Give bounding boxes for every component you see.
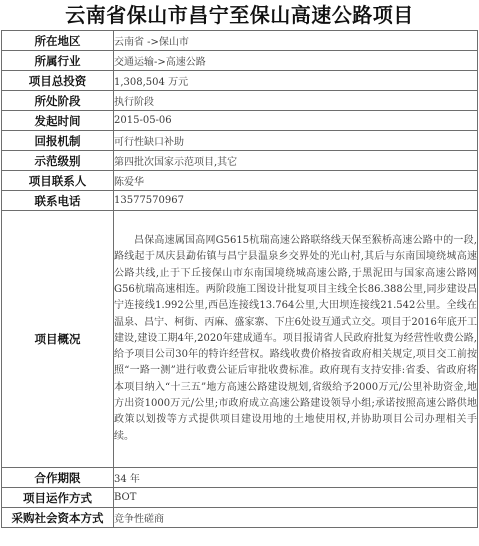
row-value-stage: 执行阶段 xyxy=(114,91,478,111)
overview-text: 昌保高速属国高网G5615杭瑞高速公路联络线天保至猴桥高速公路中的一段,路线起于凤庆县勐佑镇与昌宁县温泉乡交界处的光山村,其后与东南国境绕城高速公路共线,止于下丘接保山市东南国境绕城高速公路,于黑泥田与国家高速公路网G56杭瑞高速相连。两阶段施工图设计批复项目主线全长86.388公里,同步建设昌宁连接线1.992公里,西邑连接线13.764公里,大田坝连接线21.542公里。全线在温泉、昌宁、柯街、丙麻、盛家寨、下庄6处设互通式立交。项目于2016年底开工建设,建设工期4年,2020年建成通车。项目报请省人民政府批复为经营性收费公路,给予项目公司30年的特许经营权。路线收费价格按省政府相关规定,项目交工前按照“一路一测”进行收费公证后审批收费标准。政府现有支持安排:省委、省政府将本项目纳入“十三五”地方高速公路建设规划,省级给予2000万元/公里补助资金,地方出资1000万元/公里;市政府成立高速公路建设领导小组;承诺按照高速公路供地政策以划拨等方式提供项目建设用地的土地使用权,并协助项目公司办理相关手续。 xyxy=(114,235,477,442)
table-row xyxy=(2,211,478,468)
table-row xyxy=(2,508,478,528)
table-row xyxy=(2,151,478,171)
table-row xyxy=(2,468,478,488)
table-row xyxy=(2,131,478,151)
row-value-start-date: 2015-05-06 xyxy=(114,111,478,131)
table-row xyxy=(2,191,478,211)
row-label-term: 合作期限 xyxy=(2,468,114,488)
document-title: 云南省保山市昌宁至保山高速公路项目 xyxy=(65,3,414,27)
row-label-overview: 项目概况 xyxy=(2,211,114,468)
row-label-contact: 项目联系人 xyxy=(2,171,114,191)
table-row xyxy=(2,31,478,51)
row-value-phone: 13577570967 xyxy=(114,191,478,211)
row-value-operation-mode: BOT xyxy=(114,488,478,508)
row-value-procurement: 竞争性磋商 xyxy=(114,508,478,528)
table-row xyxy=(2,171,478,191)
row-label-start-date: 发起时间 xyxy=(2,111,114,131)
table-row xyxy=(2,51,478,71)
row-value-overview xyxy=(114,211,478,468)
row-value-contact: 陈爱华 xyxy=(114,171,478,191)
table-row xyxy=(2,91,478,111)
row-label-phone: 联系电话 xyxy=(2,191,114,211)
row-value-demo-level: 第四批次国家示范项目,其它 xyxy=(114,151,478,171)
row-value-region: 云南省 ->保山市 xyxy=(114,31,478,51)
table-row xyxy=(2,488,478,508)
row-label-total-investment: 项目总投资 xyxy=(2,71,114,91)
row-label-demo-level: 示范级别 xyxy=(2,151,114,171)
row-label-industry: 所属行业 xyxy=(2,51,114,71)
row-value-industry: 交通运输->高速公路 xyxy=(114,51,478,71)
row-label-procurement: 采购社会资本方式 xyxy=(2,508,114,528)
row-value-return-mechanism: 可行性缺口补助 xyxy=(114,131,478,151)
row-label-stage: 所处阶段 xyxy=(2,91,114,111)
row-label-region: 所在地区 xyxy=(2,31,114,51)
project-info-table xyxy=(1,30,478,528)
row-label-return-mechanism: 回报机制 xyxy=(2,131,114,151)
row-value-term: 34 年 xyxy=(114,468,478,488)
table-row xyxy=(2,111,478,131)
row-label-operation-mode: 项目运作方式 xyxy=(2,488,114,508)
row-value-total-investment: 1,308,504 万元 xyxy=(114,71,478,91)
table-row xyxy=(2,71,478,91)
